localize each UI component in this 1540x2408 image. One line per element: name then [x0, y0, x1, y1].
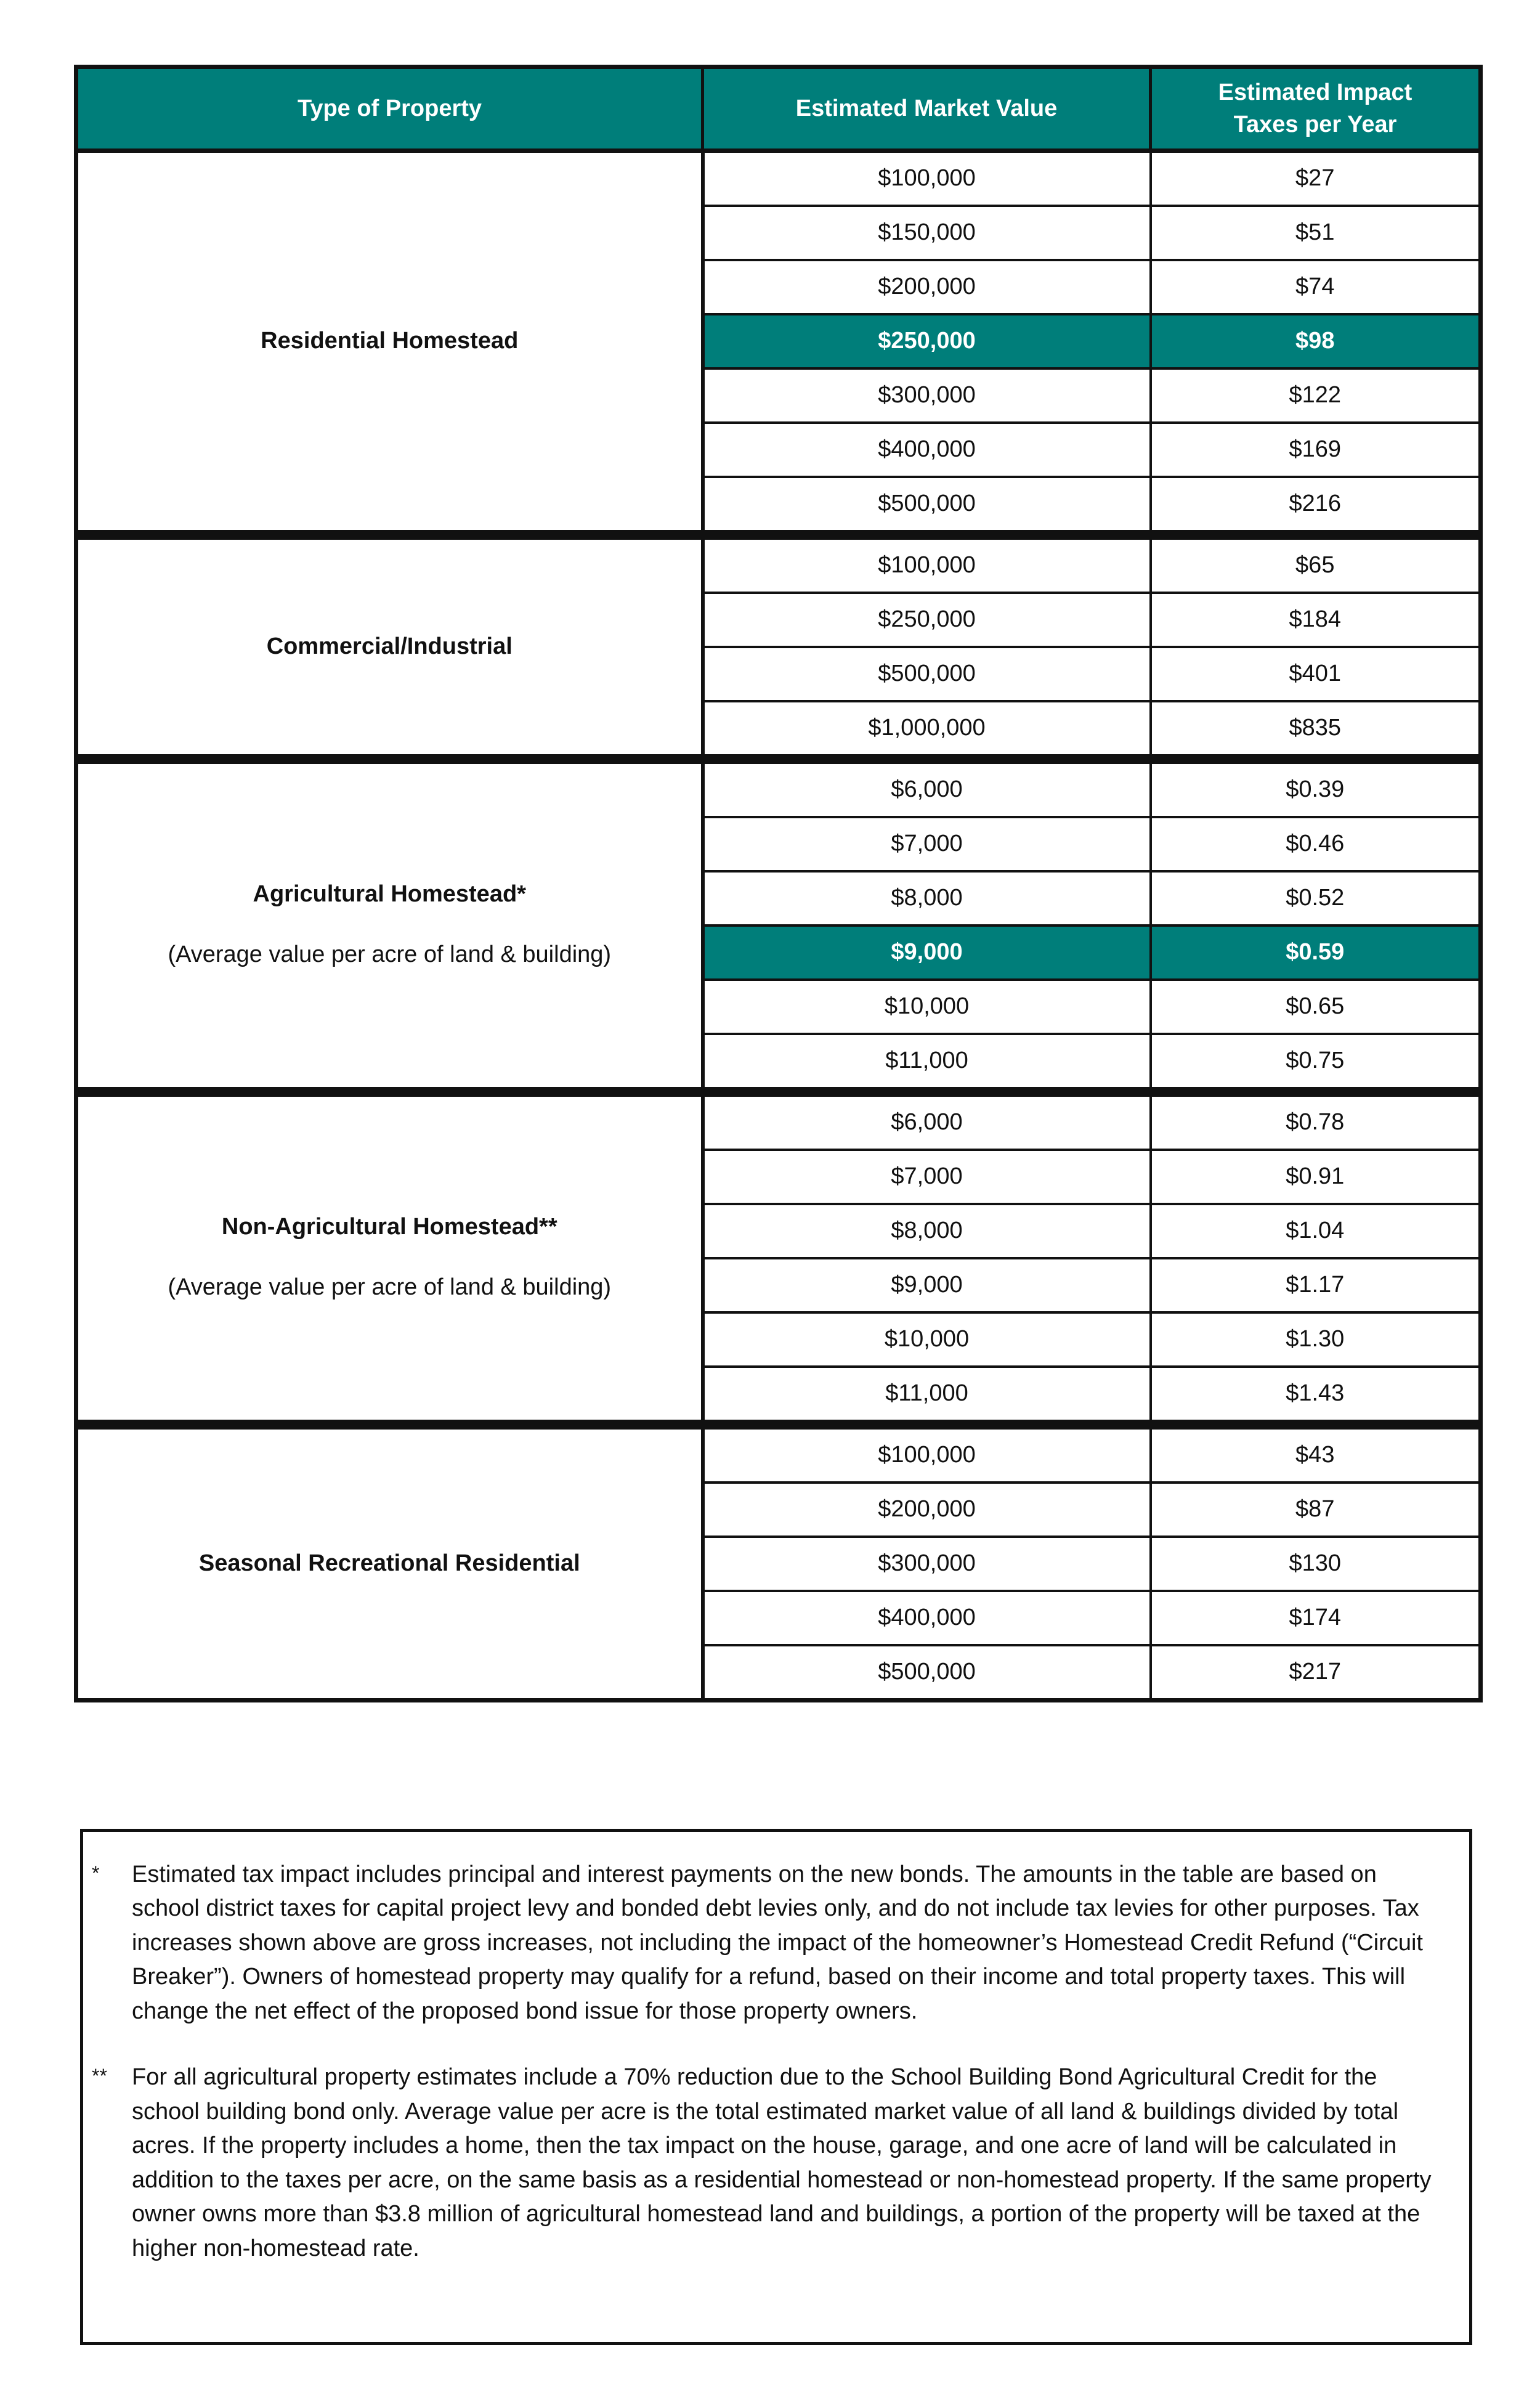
footnote-marker: *: [92, 1862, 100, 1884]
market-value-cell: $10,000: [703, 1312, 1151, 1367]
table-body: [76, 151, 1481, 1701]
property-type-name: Commercial/Industrial: [266, 633, 513, 660]
tax-impact-cell: $51: [1151, 206, 1481, 260]
header-row: [76, 67, 1481, 151]
tax-impact-table: [74, 65, 1483, 1702]
property-type-cell: [76, 759, 703, 1092]
market-value-cell: $300,000: [703, 368, 1151, 423]
market-value-cell: $1,000,000: [703, 701, 1151, 759]
tax-impact-cell: $122: [1151, 368, 1481, 423]
table-row: [76, 1092, 1481, 1150]
market-value-cell: $10,000: [703, 980, 1151, 1034]
tax-impact-cell: $27: [1151, 151, 1481, 206]
tax-impact-cell: $0.39: [1151, 759, 1481, 817]
header-impact-line2: Taxes per Year: [1233, 111, 1397, 137]
tax-impact-cell: $74: [1151, 260, 1481, 314]
property-type-cell: [76, 151, 703, 535]
market-value-cell: $500,000: [703, 477, 1151, 535]
property-type-name: Agricultural Homestead*: [253, 881, 526, 907]
tax-impact-cell: $401: [1151, 647, 1481, 701]
property-type-cell: [76, 1425, 703, 1701]
header-type-of-property: Type of Property: [76, 67, 703, 151]
market-value-cell: $250,000: [703, 593, 1151, 647]
footnote-1: [92, 1858, 1432, 2028]
tax-impact-cell: $0.52: [1151, 871, 1481, 925]
market-value-cell: $7,000: [703, 1150, 1151, 1204]
market-value-cell: $9,000: [703, 925, 1151, 980]
tax-impact-cell: $169: [1151, 423, 1481, 477]
tax-impact-cell: $217: [1151, 1645, 1481, 1701]
tax-impact-cell: $184: [1151, 593, 1481, 647]
market-value-cell: $300,000: [703, 1537, 1151, 1591]
tax-impact-cell: $0.78: [1151, 1092, 1481, 1150]
tax-impact-cell: $98: [1151, 314, 1481, 368]
market-value-cell: $8,000: [703, 1204, 1151, 1258]
market-value-cell: $11,000: [703, 1367, 1151, 1425]
tax-impact-cell: $1.17: [1151, 1258, 1481, 1312]
footnote-marker: **: [92, 2065, 107, 2088]
tax-impact-cell: $130: [1151, 1537, 1481, 1591]
tax-impact-cell: $1.04: [1151, 1204, 1481, 1258]
footnote-text: Estimated tax impact includes principal and interest payments on the new bonds. The amounts in the table are based on school district taxes for capital project levy and bonded debt levies only, and do not include tax levies for other purposes. Tax increases shown above are gross increases, not including the impact of the homeowner’s Homestead Credit Refund (“Circuit Breaker”). Owners of homestead property may qualify for a refund, based on their income and total property taxes. This will change the net effect of the proposed bond issue for those property owners.: [132, 1861, 1423, 2024]
property-type-cell: [76, 535, 703, 759]
market-value-cell: $400,000: [703, 423, 1151, 477]
market-value-cell: $8,000: [703, 871, 1151, 925]
tax-impact-cell: $835: [1151, 701, 1481, 759]
header-impact-line1: Estimated Impact: [1218, 79, 1412, 106]
market-value-cell: $250,000: [703, 314, 1151, 368]
market-value-cell: $100,000: [703, 151, 1151, 206]
market-value-cell: $11,000: [703, 1034, 1151, 1092]
property-type-cell: [76, 1092, 703, 1425]
tax-impact-cell: $0.91: [1151, 1150, 1481, 1204]
market-value-cell: $100,000: [703, 1425, 1151, 1483]
property-type-note: (Average value per acre of land & building): [168, 1274, 612, 1301]
market-value-cell: $150,000: [703, 206, 1151, 260]
table-row: [76, 1425, 1481, 1483]
tax-impact-cell: $87: [1151, 1483, 1481, 1537]
tax-impact-cell: $0.75: [1151, 1034, 1481, 1092]
market-value-cell: $200,000: [703, 260, 1151, 314]
table-row: [76, 535, 1481, 593]
tax-impact-cell: $0.46: [1151, 817, 1481, 871]
market-value-cell: $100,000: [703, 535, 1151, 593]
tax-impact-cell: $43: [1151, 1425, 1481, 1483]
market-value-cell: $9,000: [703, 1258, 1151, 1312]
tax-impact-cell: $1.43: [1151, 1367, 1481, 1425]
property-type-name: Residential Homestead: [261, 328, 519, 354]
market-value-cell: $500,000: [703, 647, 1151, 701]
table-row: [76, 151, 1481, 206]
tax-impact-cell: $216: [1151, 477, 1481, 535]
property-type-name: Non-Agricultural Homestead**: [221, 1213, 557, 1240]
tax-impact-cell: $0.65: [1151, 980, 1481, 1034]
market-value-cell: $400,000: [703, 1591, 1151, 1645]
tax-impact-cell: $65: [1151, 535, 1481, 593]
header-estimated-impact: [1151, 67, 1481, 151]
property-type-note: (Average value per acre of land & building): [168, 942, 612, 968]
market-value-cell: $500,000: [703, 1645, 1151, 1701]
market-value-cell: $7,000: [703, 817, 1151, 871]
table-row: [76, 759, 1481, 817]
market-value-cell: $6,000: [703, 759, 1151, 817]
tax-impact-cell: $174: [1151, 1591, 1481, 1645]
market-value-cell: $6,000: [703, 1092, 1151, 1150]
market-value-cell: $200,000: [703, 1483, 1151, 1537]
footnote-text: For all agricultural property estimates include a 70% reduction due to the School Building Bond Agricultural Credit for the school building bond only. Average value per acre is the total estimated market value of all land & buildings divided by total acres. If the property includes a home, then the tax impact on the house, garage, and one acre of land will be calculated in addition to the taxes per acre, on the same basis as a residential homestead or non-homestead property. If the same property owner owns more than $3.8 million of agricultural homestead land and buildings, a portion of the property will be taxed at the higher non-homestead rate.: [132, 2064, 1432, 2261]
footnotes-box: [80, 1829, 1472, 2345]
tax-impact-cell: $1.30: [1151, 1312, 1481, 1367]
header-estimated-market-value: Estimated Market Value: [703, 67, 1151, 151]
tax-impact-cell: $0.59: [1151, 925, 1481, 980]
footnote-2: [92, 2060, 1432, 2266]
property-type-name: Seasonal Recreational Residential: [198, 1550, 580, 1577]
